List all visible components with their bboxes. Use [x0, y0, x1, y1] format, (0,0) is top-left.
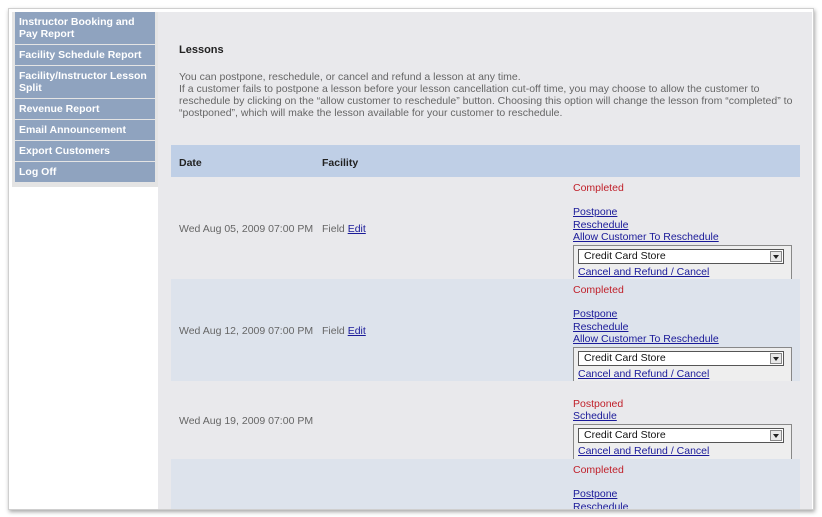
- allow-customer-reschedule-link[interactable]: Allow Customer To Reschedule: [573, 333, 719, 345]
- payment-method-select[interactable]: [578, 428, 784, 443]
- sidebar-nav: [12, 12, 158, 187]
- cancel-refund-link[interactable]: Cancel and Refund / Cancel: [578, 265, 710, 278]
- sidebar-item-log-off[interactable]: Log Off: [15, 162, 155, 183]
- lesson-date: Wed Aug 19, 2009 07:00 PM: [179, 415, 314, 427]
- intro-line-2: If a customer fails to postpone a lesson before your lesson cancellation cut-off time, you may choose to allow the customer to reschedule by clicking on the “allow customer to reschedule” button. Choosing this option will change the lesson from “completed” to “postponed”, which will make the lesson available for your customer to reschedule.: [179, 83, 793, 119]
- table-header: [171, 145, 800, 177]
- main-content: [158, 12, 812, 510]
- lesson-facility: [322, 325, 366, 337]
- lesson-actions: [573, 398, 792, 460]
- sidebar-item-facility-schedule-report[interactable]: Facility Schedule Report: [15, 45, 155, 66]
- postpone-link[interactable]: Postpone: [573, 488, 618, 500]
- payment-method-select[interactable]: [578, 249, 784, 264]
- app-window: [8, 8, 814, 510]
- table-row: [171, 381, 800, 459]
- chevron-down-icon[interactable]: [770, 353, 782, 364]
- reschedule-link[interactable]: Reschedule: [573, 320, 629, 333]
- status-badge: Completed: [573, 464, 624, 476]
- lesson-facility: [322, 223, 366, 235]
- cancel-refund-link[interactable]: Cancel and Refund / Cancel: [578, 444, 710, 457]
- status-badge: Completed: [573, 182, 624, 194]
- lesson-actions: [573, 464, 628, 510]
- payment-method-value: Credit Card Store: [584, 351, 666, 364]
- intro-line-1: You can postpone, reschedule, or cancel and refund a lesson at any time.: [179, 71, 521, 83]
- schedule-link[interactable]: Schedule: [573, 410, 617, 422]
- edit-link[interactable]: Edit: [347, 223, 366, 235]
- intro-text: [179, 71, 799, 119]
- refund-box: [573, 347, 792, 384]
- cancel-refund-link[interactable]: Cancel and Refund / Cancel: [578, 367, 710, 380]
- table-row: [171, 459, 800, 510]
- facility-name: Field: [322, 325, 345, 337]
- status-badge: Completed: [573, 284, 624, 296]
- facility-name: Field: [322, 223, 345, 235]
- lesson-date: Wed Aug 05, 2009 07:00 PM: [179, 223, 314, 235]
- page-title: Lessons: [179, 44, 224, 56]
- sidebar-item-facility-instructor-lesson-split[interactable]: Facility/Instructor Lesson Split: [15, 66, 155, 99]
- postpone-link[interactable]: Postpone: [573, 308, 618, 320]
- sidebar-item-export-customers[interactable]: Export Customers: [15, 141, 155, 162]
- chevron-down-icon[interactable]: [770, 430, 782, 441]
- refund-box: [573, 424, 792, 461]
- edit-link[interactable]: Edit: [347, 325, 366, 337]
- payment-method-value: Credit Card Store: [584, 428, 666, 441]
- sidebar-item-email-announcement[interactable]: Email Announcement: [15, 120, 155, 141]
- chevron-down-icon[interactable]: [770, 251, 782, 262]
- column-header-date: Date: [179, 157, 202, 169]
- lesson-actions: [573, 182, 792, 281]
- lesson-actions: [573, 284, 792, 383]
- reschedule-link[interactable]: Reschedule: [573, 218, 629, 231]
- status-badge: Postponed: [573, 398, 624, 410]
- table-row: [171, 177, 800, 279]
- postpone-link[interactable]: Postpone: [573, 206, 618, 218]
- column-header-facility: Facility: [322, 157, 359, 169]
- reschedule-link[interactable]: Reschedule: [573, 500, 629, 510]
- refund-box: [573, 245, 792, 282]
- allow-customer-reschedule-link[interactable]: Allow Customer To Reschedule: [573, 231, 719, 243]
- sidebar-item-instructor-booking-pay-report[interactable]: Instructor Booking and Pay Report: [15, 12, 155, 45]
- payment-method-select[interactable]: [578, 351, 784, 366]
- table-row: [171, 279, 800, 381]
- lessons-table: [171, 145, 800, 510]
- sidebar-item-revenue-report[interactable]: Revenue Report: [15, 99, 155, 120]
- lesson-date: Wed Aug 12, 2009 07:00 PM: [179, 325, 314, 337]
- payment-method-value: Credit Card Store: [584, 249, 666, 262]
